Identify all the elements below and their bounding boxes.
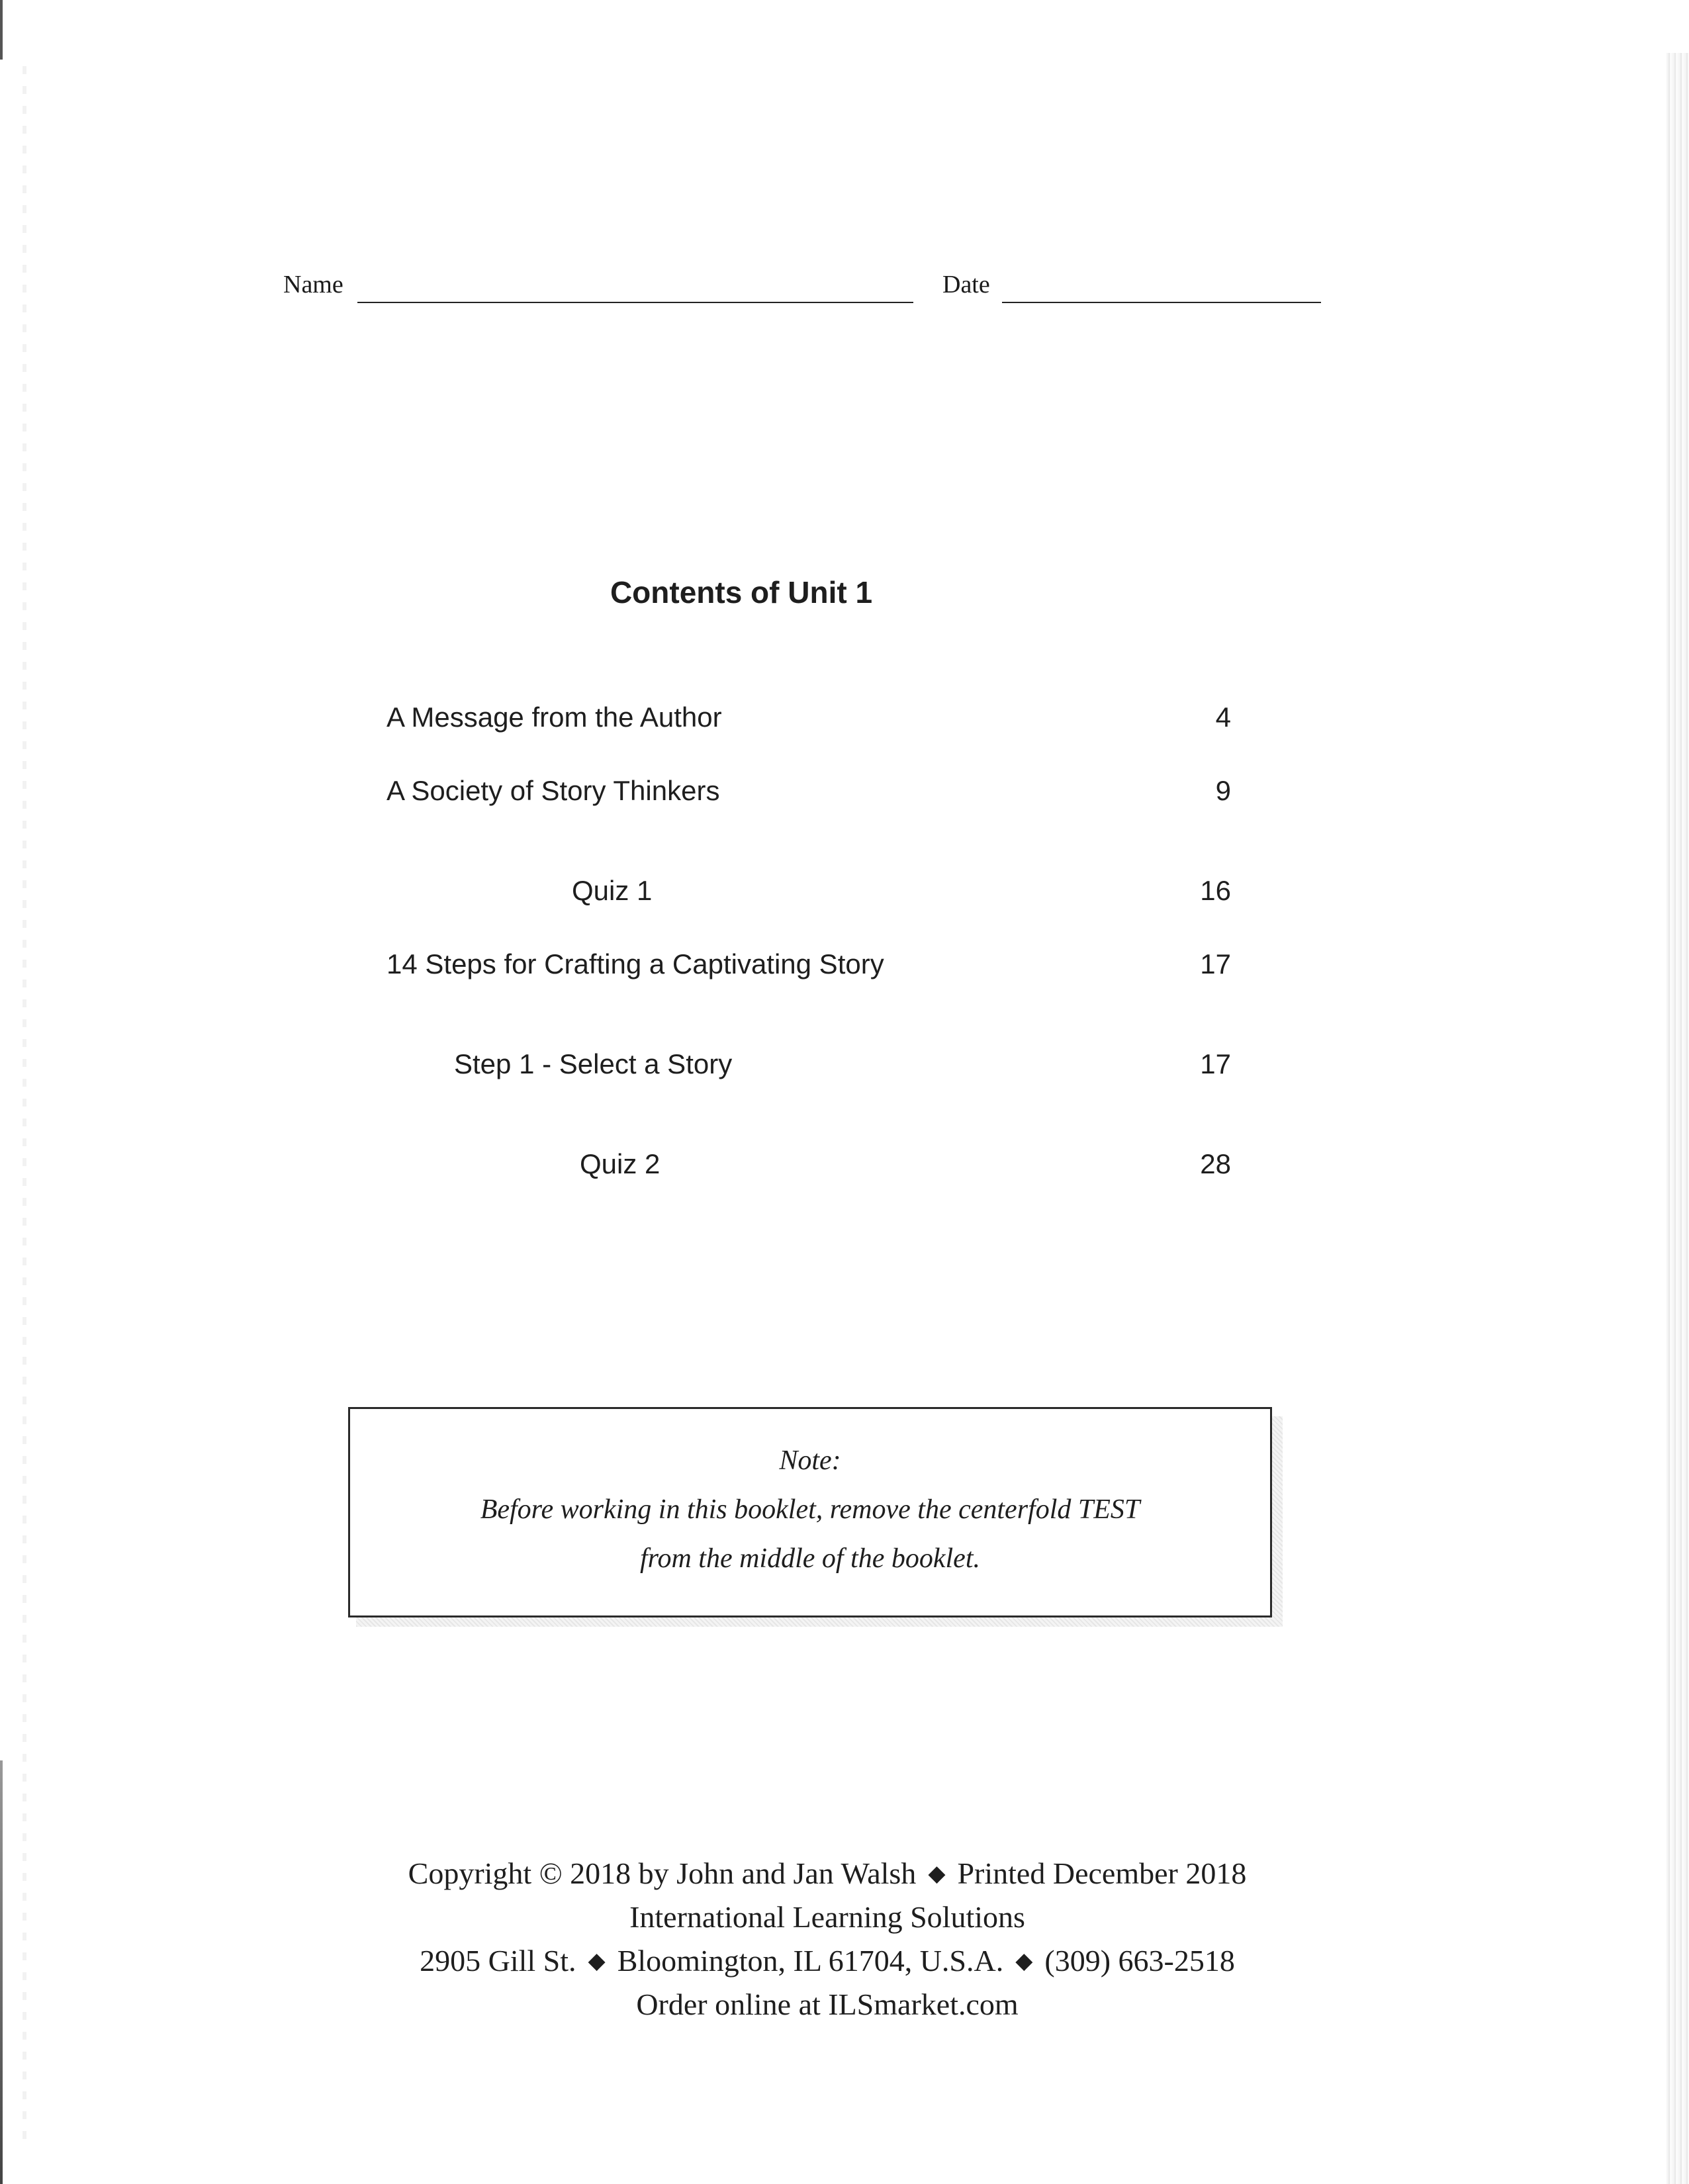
toc-entry-page: 9 <box>1215 775 1231 806</box>
toc-entry-page: 4 <box>1215 702 1231 733</box>
address-line <box>0 1943 1655 1978</box>
toc-entry <box>0 775 1689 815</box>
toc-title: Contents of Unit 1 <box>610 575 873 610</box>
toc-entry-label: Step 1 - Select a Story <box>454 1048 733 1079</box>
diamond-icon: ◆ <box>588 1949 606 1974</box>
toc-entry-page: 17 <box>1200 948 1231 979</box>
name-field[interactable] <box>357 302 913 303</box>
toc-entry-label: Quiz 2 <box>580 1148 661 1179</box>
note-box <box>348 1407 1272 1617</box>
toc-entry <box>0 875 1689 915</box>
company-name: International Learning Solutions <box>629 1900 1025 1934</box>
copyright-line <box>0 1856 1655 1891</box>
name-label: Name <box>283 271 343 298</box>
page-binding-edge <box>1666 53 1689 2184</box>
note-heading: Note: <box>779 1445 841 1476</box>
toc-entry-page: 17 <box>1200 1048 1231 1079</box>
note-text-line: from the middle of the booklet. <box>639 1543 980 1574</box>
toc-entry <box>0 1148 1689 1188</box>
toc-entry-label: 14 Steps for Crafting a Captivating Story <box>387 948 884 979</box>
toc-entry <box>0 948 1689 988</box>
city-address: Bloomington, IL 61704, U.S.A. <box>617 1944 1004 1978</box>
date-label: Date <box>942 271 990 298</box>
toc-entry <box>0 1048 1689 1088</box>
toc-entry <box>0 702 1689 741</box>
scan-edge-mark <box>0 0 3 60</box>
phone-number: (309) 663-2518 <box>1044 1944 1235 1978</box>
diamond-icon: ◆ <box>928 1862 946 1886</box>
toc-entry-page: 28 <box>1200 1148 1231 1179</box>
diamond-icon: ◆ <box>1015 1949 1033 1974</box>
order-online-text: Order online at ILSmarket.com <box>636 1987 1019 2021</box>
copyright-text: Copyright © 2018 by John and Jan Walsh <box>408 1856 917 1890</box>
scan-edge-mark <box>23 66 26 2151</box>
toc-entry-page: 16 <box>1200 875 1231 906</box>
toc-entry-label: A Society of Story Thinkers <box>387 775 720 806</box>
street-address: 2905 Gill St. <box>420 1944 576 1978</box>
toc-entry-label: A Message from the Author <box>387 702 722 733</box>
toc-entry-label: Quiz 1 <box>572 875 653 906</box>
note-text-line: Before working in this booklet, remove the centerfold TEST <box>480 1494 1140 1525</box>
date-field[interactable] <box>1002 302 1321 303</box>
printed-date: Printed December 2018 <box>957 1856 1247 1890</box>
